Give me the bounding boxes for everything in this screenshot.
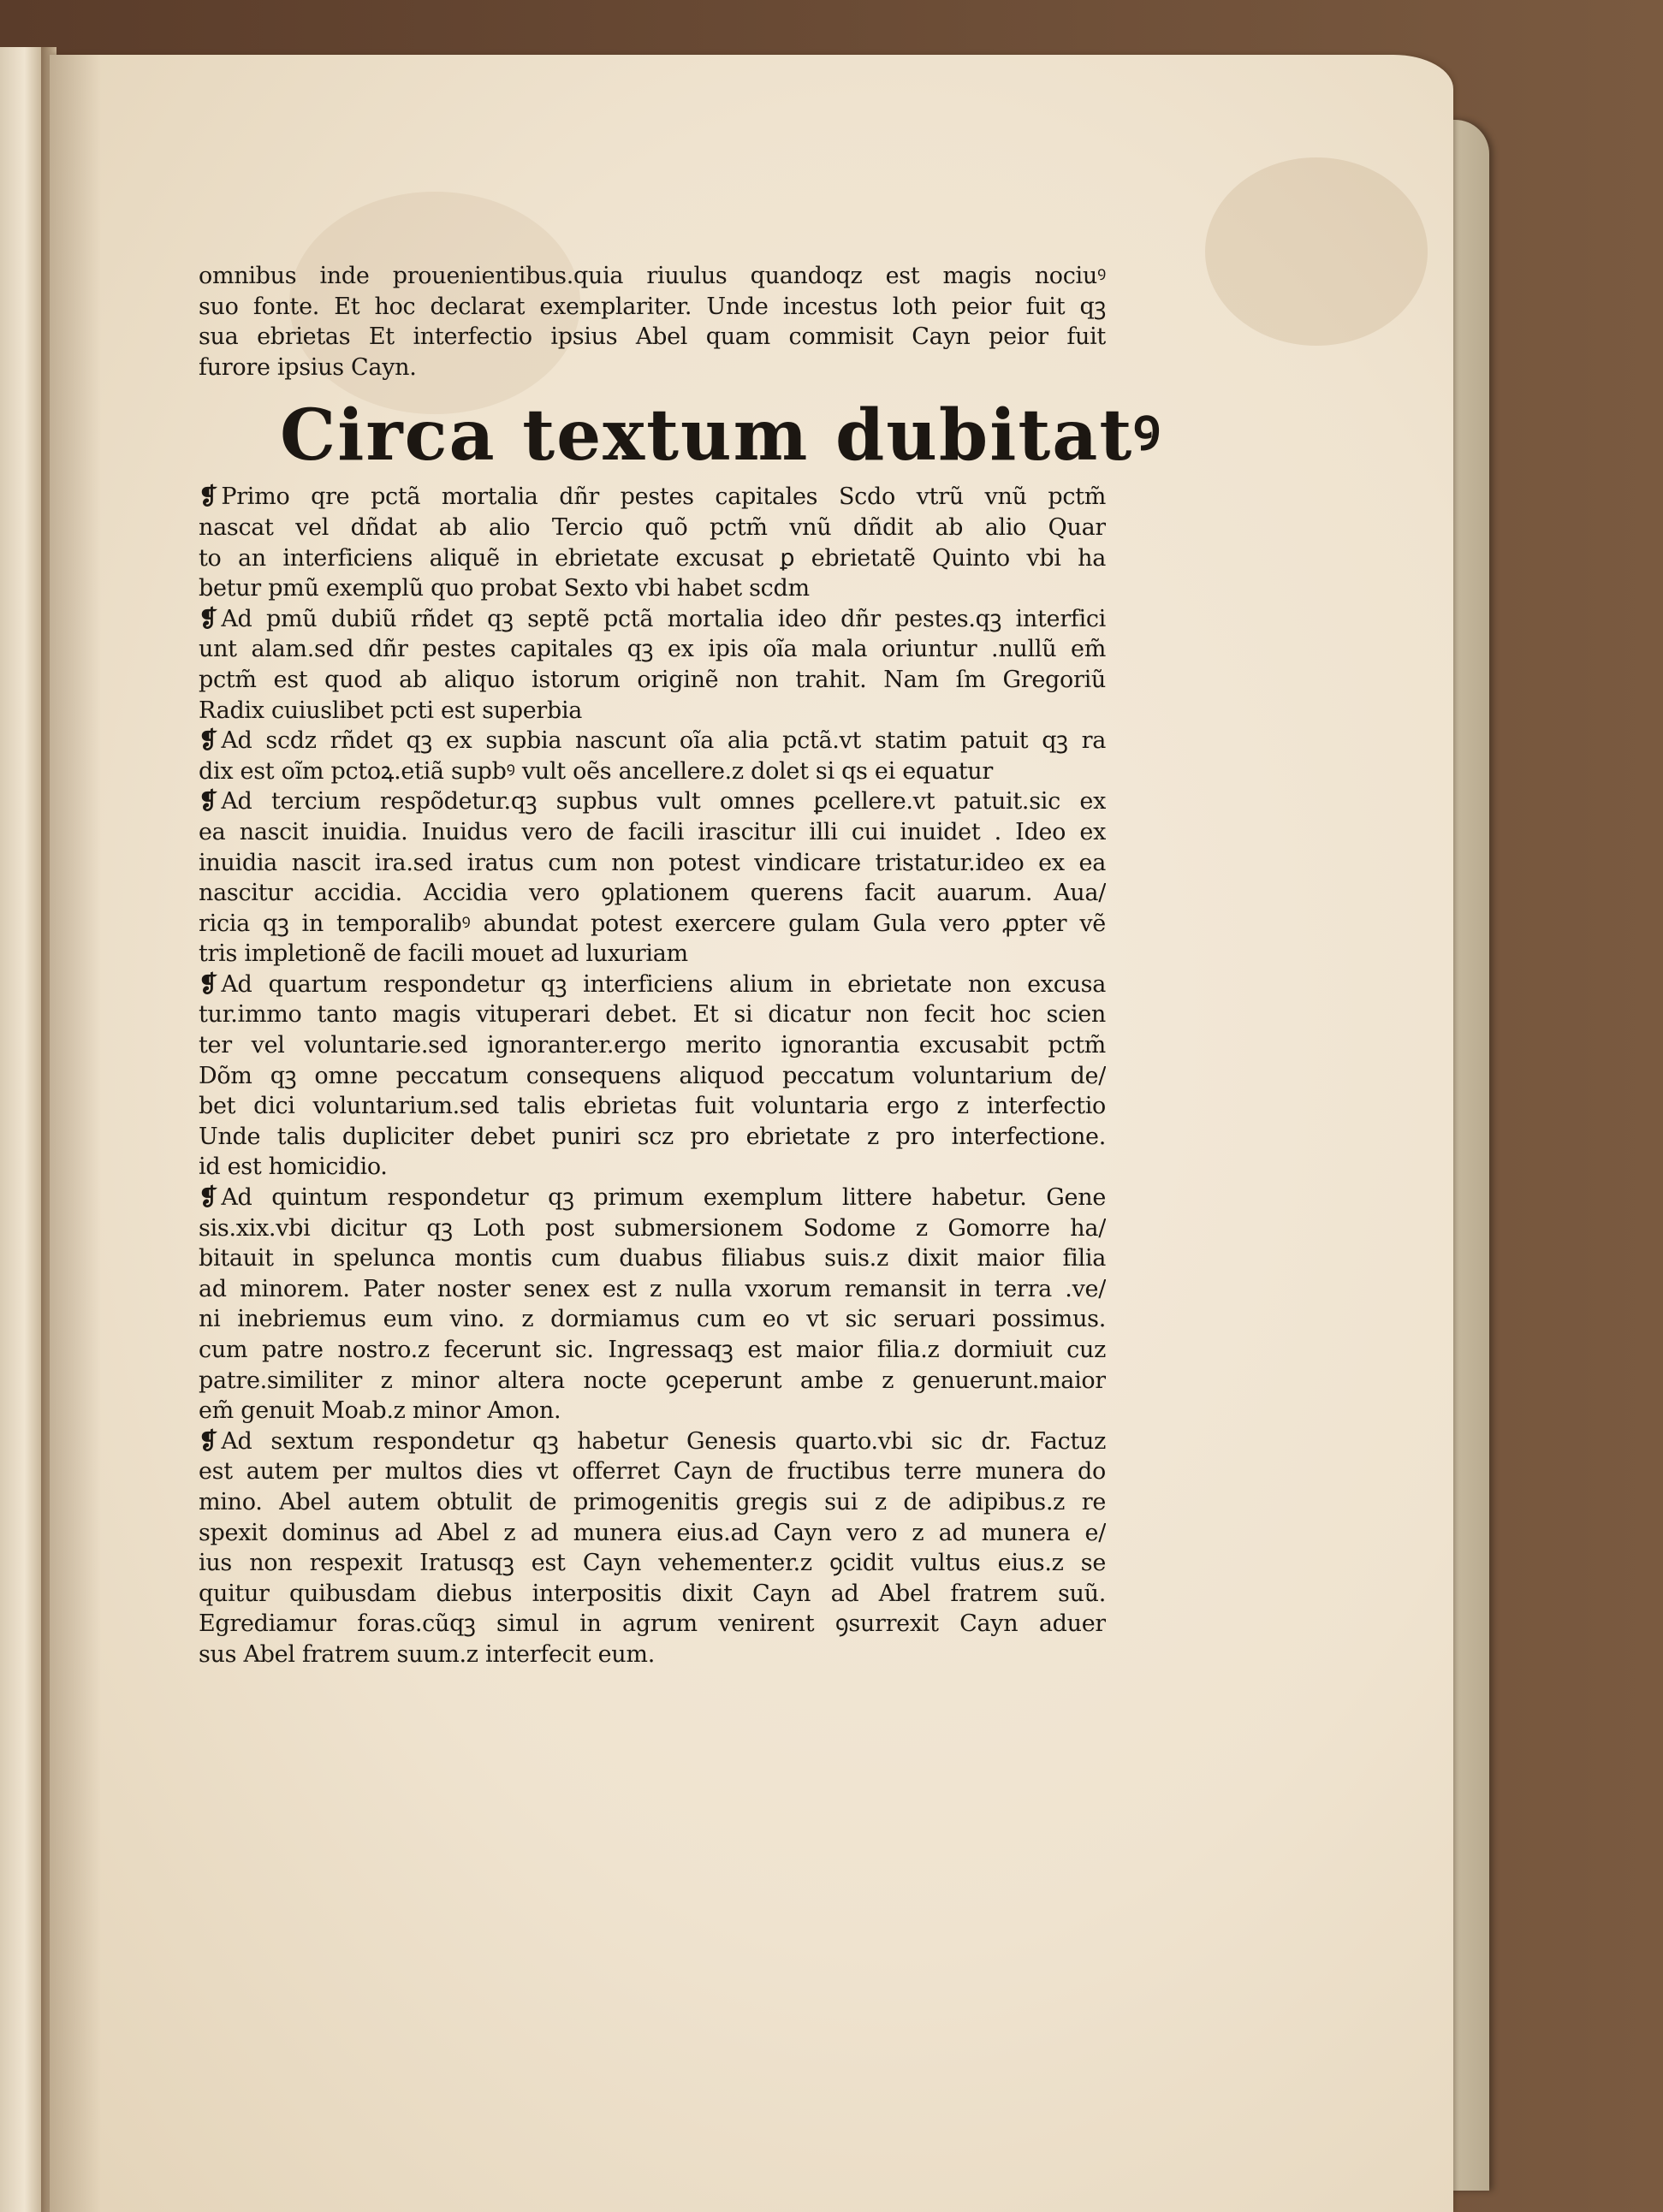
paragraph-mark: ❡ — [199, 788, 218, 815]
line-text: inuidia nascit ira.sed iratus cum non potest vindicare tristatur.ideo ex ea — [199, 849, 1106, 876]
text-line — [199, 726, 1106, 756]
line-text: ea nascit inuidia. Inuidus vero de facili irascitur illi cui inuidet . Ideo ex — [199, 818, 1106, 845]
line-text: Ad scdz rñdet qꝫ ex supbia nascunt oĩa alia pctã.vt statim patuit qꝫ ra — [221, 727, 1106, 755]
text-line — [199, 1304, 1106, 1335]
text-line — [199, 1213, 1106, 1244]
line-text: ricia qꝫ in temporalibꝰ abundat potest exercere gulam Gula vero ꝓpter vẽ — [199, 910, 1106, 937]
paragraph-mark: ❡ — [199, 483, 218, 511]
text-line — [199, 696, 1106, 726]
text-line — [199, 1518, 1106, 1549]
line-text: ad minorem. Pater noster senex est z nulla vxorum remansit in terra .ve/ — [199, 1275, 1106, 1302]
text-line — [199, 322, 1106, 353]
paragraph-mark: ❡ — [199, 605, 218, 632]
line-text: bet dici voluntarium.sed talis ebrietas fuit voluntaria ergo z interfectio — [199, 1093, 1106, 1120]
line-text: mino. Abel autem obtulit de primogenitis gregis sui z de adipibus.z re — [199, 1488, 1106, 1515]
text-line — [199, 848, 1106, 879]
text-line — [199, 1122, 1106, 1153]
line-text: Unde talis dupliciter debet puniri scz pro ebrietate z pro interfectione. — [199, 1123, 1106, 1150]
line-text: suo fonte. Et hoc declarat exemplariter. Unde incestus loth peior fuit qꝫ — [199, 293, 1106, 320]
text-line — [199, 1243, 1106, 1274]
body-lines — [199, 482, 1106, 1669]
text-line — [199, 261, 1106, 292]
opening-lines — [199, 261, 1106, 383]
line-text: sis.xix.vbi dicitur qꝫ Loth post submersionem Sodome z Gomorre ha/ — [199, 1214, 1106, 1242]
text-line — [199, 513, 1106, 543]
line-text: est autem per multos dies vt offerret Cayn de fructibus terre munera do — [199, 1458, 1106, 1486]
left-page-edge — [0, 47, 43, 2212]
line-text: bitauit in spelunca montis cum duabus filiabus suis.z dixit maior filia — [199, 1245, 1106, 1272]
line-text: ius non respexit Iratusqꝫ est Cayn vehementer.z ꝯcidit vultus eius.z se — [199, 1550, 1106, 1577]
line-text: ni inebriemus eum vino. z dormiamus cum eo vt sic seruari possimus. — [199, 1306, 1106, 1333]
line-text: nascitur accidia. Accidia vero ꝯplationem querens facit auarum. Aua/ — [199, 880, 1106, 907]
text-line — [199, 1335, 1106, 1366]
line-text: spexit dominus ad Abel z ad munera eius.ad Cayn vero z ad munera e/ — [199, 1519, 1106, 1546]
section-heading: Circa textum dubitatꝰ — [280, 394, 1162, 477]
line-text: Ad quartum respondetur qꝫ interficiens alium in ebrietate non excusa — [221, 970, 1106, 998]
line-text: id est homicidio. — [199, 1153, 388, 1181]
line-text: Dõm qꝫ omne peccatum consequens aliquod peccatum voluntarium de/ — [199, 1062, 1106, 1089]
text-line — [199, 1274, 1106, 1305]
text-line — [199, 665, 1106, 696]
line-text: dix est oĩm pctoꝝ.etiã supbꝰ vult oẽs ancellere.z dolet si qs ei equatur — [199, 757, 993, 785]
line-text: nascat vel dñdat ab alio Tercio quõ pctm̃ vnũ dñdit ab alio Quar — [199, 513, 1106, 541]
text-line — [199, 786, 1106, 817]
text-line — [199, 817, 1106, 848]
text-line — [199, 999, 1106, 1030]
text-block — [199, 261, 1162, 1670]
text-line — [199, 634, 1106, 665]
text-line — [199, 970, 1106, 1000]
line-text: sus Abel fratrem suum.z interfecit eum. — [199, 1640, 655, 1668]
line-text: ter vel voluntarie.sed ignoranter.ergo merito ignorantia excusabit pctm̃ — [199, 1032, 1106, 1059]
text-line — [199, 353, 1106, 383]
page-fold-shadow — [50, 55, 101, 2212]
line-text: Radix cuiuslibet pcti est superbia — [199, 697, 583, 724]
text-line — [199, 1426, 1106, 1457]
line-text: Ad tercium respõdetur.qꝫ supbus vult omnes ꝑcellere.vt patuit.sic ex — [221, 788, 1106, 815]
page-stain — [1205, 157, 1428, 346]
line-text: Ad sextum respondetur qꝫ habetur Genesis quarto.vbi sic dr. Factuz — [221, 1427, 1106, 1455]
paragraph-mark: ❡ — [199, 1427, 218, 1455]
paragraph-mark: ❡ — [199, 727, 218, 755]
line-text: pctm̃ est quod ab aliquo istorum originẽ non trahit. Nam ſm Gregoriũ — [199, 666, 1106, 693]
text-line — [199, 878, 1106, 909]
line-text: tris impletionẽ de facili mouet ad luxuriam — [199, 940, 688, 968]
text-line — [199, 1396, 1106, 1426]
text-line — [199, 1091, 1106, 1122]
line-text: Ad quintum respondetur qꝫ primum exemplum littere habetur. Gene — [221, 1184, 1106, 1212]
text-line — [199, 1609, 1106, 1640]
text-line — [199, 1030, 1106, 1061]
text-line — [199, 756, 1106, 787]
line-text: Primo qre pctã mortalia dñr pestes capitales Scdo vtrũ vnũ pctm̃ — [221, 483, 1106, 511]
text-line — [199, 1152, 1106, 1183]
text-line — [199, 1366, 1106, 1397]
line-text: quitur quibusdam diebus interpositis dixit Cayn ad Abel fratrem suũ. — [199, 1580, 1106, 1607]
line-text: Egrediamur foras.cũqꝫ simul in agrum venirent ꝯsurrexit Cayn aduer — [199, 1610, 1106, 1638]
text-line — [199, 573, 1106, 604]
line-text: tur.immo tanto magis vituperari debet. Et si dicatur non fecit hoc scien — [199, 1001, 1106, 1029]
text-line — [199, 543, 1106, 574]
text-line — [199, 1061, 1106, 1092]
line-text: furore ipsius Cayn. — [199, 353, 417, 381]
text-line — [199, 1640, 1106, 1670]
text-line — [199, 1548, 1106, 1579]
text-line — [199, 292, 1106, 323]
text-line — [199, 482, 1106, 513]
line-text: unt alam.sed dñr pestes capitales qꝫ ex ipis oĩa mala oriuntur .nullũ em̃ — [199, 636, 1106, 663]
line-text: to an interficiens aliquẽ in ebrietate excusat ꝑ ebrietatẽ Quinto vbi ha — [199, 544, 1106, 572]
text-line — [199, 1579, 1106, 1610]
line-text: cum patre nostro.z fecerunt sic. Ingressaqꝫ est maior filia.z dormiuit cuz — [199, 1337, 1106, 1363]
text-line — [199, 1183, 1106, 1213]
text-line — [199, 1456, 1106, 1487]
line-text: em̃ genuit Moab.z minor Amon. — [199, 1397, 561, 1425]
line-text: betur pmũ exemplũ quo probat Sexto vbi habet scdm — [199, 575, 810, 602]
text-line — [199, 604, 1106, 635]
text-line — [199, 939, 1106, 970]
line-text: omnibus inde prouenientibus.quia riuulus quandoqz est magis nociuꝰ — [199, 263, 1106, 289]
line-text: sua ebrietas Et interfectio ipsius Abel quam commisit Cayn peior fuit — [199, 323, 1106, 351]
text-line — [199, 1487, 1106, 1518]
text-line — [199, 909, 1106, 940]
line-text: Ad pmũ dubiũ rñdet qꝫ septẽ pctã mortalia ideo dñr pestes.qꝫ interfici — [221, 605, 1106, 632]
paragraph-mark: ❡ — [199, 970, 218, 998]
line-text: patre.similiter z minor altera nocte ꝯceperunt ambe z genuerunt.maior — [199, 1367, 1106, 1394]
paragraph-mark: ❡ — [199, 1184, 218, 1212]
